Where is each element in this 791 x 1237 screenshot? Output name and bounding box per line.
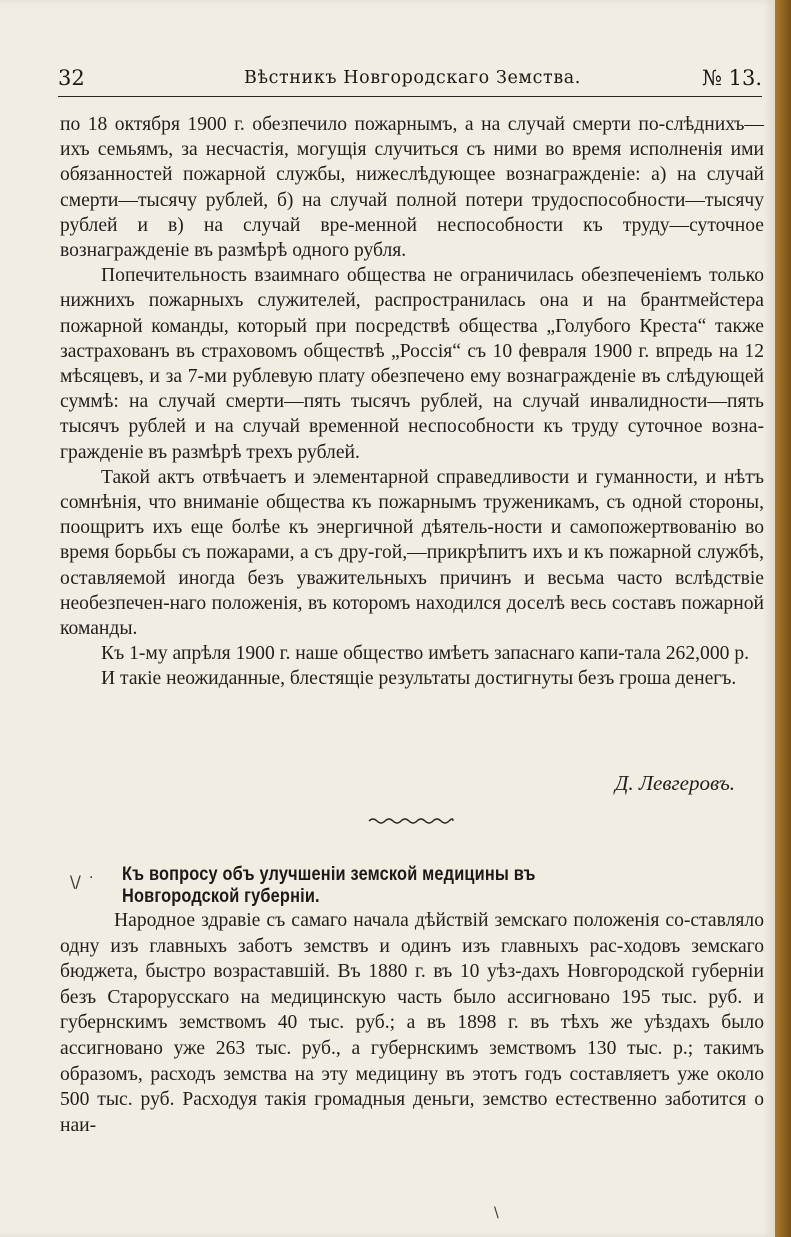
article-body-2 (60, 908, 764, 1138)
margin-dot: · (89, 870, 94, 886)
article-body (60, 112, 764, 692)
journal-title: Вѣстникъ Новгородскаго Земства. (244, 68, 581, 88)
header-rule (58, 96, 762, 97)
section-title: Къ вопросу объ улучшеніи земской медицины въ Новгородской губерніи. (122, 864, 536, 907)
paragraph: по 18 октября 1900 г. обезпечило пожарнымъ, а на случай смерти по-слѣднихъ—ихъ семьямъ, за несчастія, могущія случиться съ ними во время исполненія ими обязанностей пожарной службы, нижеслѣдующее вознагражденіе: а) на случай смерти—тысячу рублей, б) на случай полной потери трудоспособности—тысячу рублей и в) на случай вре-менной неспособности къ труду—суточное вознагражденіе въ размѣрѣ одного рубля. (60, 114, 764, 262)
issue-number: № 13. (702, 66, 762, 90)
margin-mark: \/ (70, 872, 81, 891)
paragraph: Народное здравіе съ самаго начала дѣйствій земскаго положенія со-ставляло одну изъ главныхъ заботъ земствъ и одинъ изъ главныхъ рас-ходовъ земскаго бюджета, быстро возраставшій. Въ 1880 г. въ 10 уѣз-дахъ Новгородской губерніи безъ Старорусскаго на медицинскую часть было ассигновано 195 тыс. руб. и губернскимъ земствомъ 40 тыс. руб.; а въ 1898 г. въ тѣхъ же уѣздахъ было ассигновано уже 263 тыс. руб., а губернскимъ земствомъ 130 тыс. р.; такимъ образомъ, расходъ земства на эту медицину въ этотъ годъ составляетъ уже около 500 тыс. руб. Расходуя такія громадныя деньги, земство естественно заботится о наи- (60, 910, 764, 1136)
author-signature: Д. Левгеровъ. (614, 771, 735, 795)
paragraph: Такой актъ отвѣчаетъ и элементарной справедливости и гуманности, и нѣтъ сомнѣнія, что вниманіе общества къ пожарнымъ труженикамъ, съ одной стороны, поощритъ ихъ еще болѣе къ энергичной дѣятель-ности и самопожертвованію во время борьбы съ пожарами, а съ дру-гой,—прикрѣпитъ ихъ и къ пожарной службѣ, оставляемой иногда безъ уважительныхъ причинъ и весьма часто вслѣдствіе необезпечен-наго положенія, въ которомъ находился доселѣ весь составъ пожарной команды. (60, 466, 764, 640)
section-divider (367, 815, 455, 827)
paragraph: И такіе неожиданные, блестящіе результаты достигнуты безъ гроша денегъ. (101, 668, 737, 690)
page-number: 32 (58, 66, 85, 90)
paragraph: Къ 1-му апрѣля 1900 г. наше общество имѣетъ запаснаго капи-тала 262,000 р. (101, 643, 750, 665)
paragraph: Попечительность взаимнаго общества не ограничилась обезпеченіемъ только нижнихъ пожарныхъ служителей, распространилась она и на брантмейстера пожарной команды, который при посредствѣ общества „Голубого Креста“ также застрахованъ въ страховомъ обществѣ „Россія“ съ 10 февраля 1900 г. впредь на 12 мѣсяцевъ, и за 7-ми рублевую плату обезпечено ему вознагражденіе въ слѣдующей суммѣ: на случай смерти—пять тысячъ рублей, на случай инвалидности—пять тысячъ рублей и на случай временной неспособности къ труду суточное возна-гражденіе въ размѣрѣ трехъ рублей. (60, 265, 764, 463)
scan-mark: \ (494, 1205, 499, 1221)
running-header (58, 64, 762, 94)
book-spine (775, 0, 791, 1237)
